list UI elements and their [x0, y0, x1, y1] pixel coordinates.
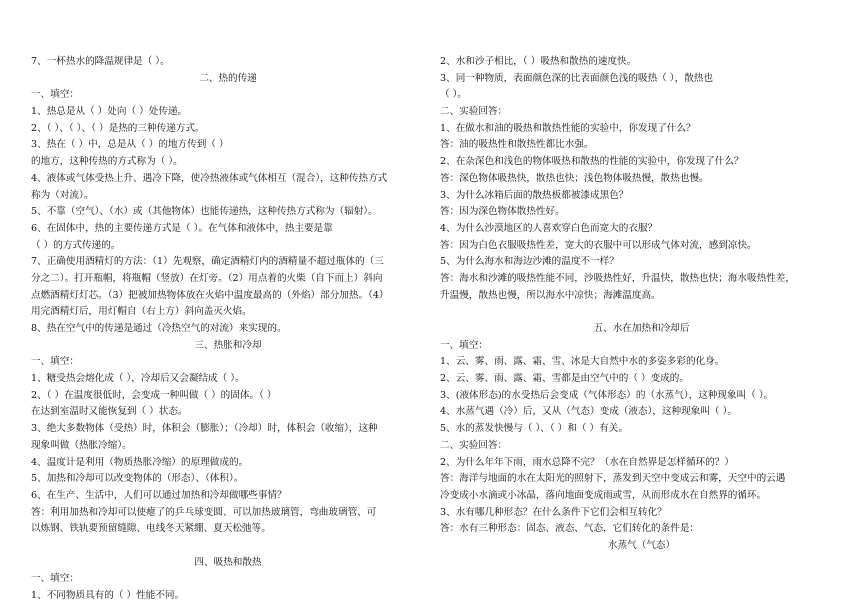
- section-heading: 二、热的传递: [199, 72, 257, 84]
- text-line: 一、填空：: [31, 573, 79, 585]
- text-line: 2、（ ）、（ ）、（ ）是热的三种传递方式。: [31, 122, 205, 134]
- blank-line: [440, 304, 843, 321]
- section-heading: 水蒸气（气态）: [607, 539, 676, 551]
- text-line: 3、热在（ ）中，总是从（ ）的地方传到（ ）: [31, 139, 229, 151]
- text-line: 1、糖受热会熔化成（ ），冷却后又会凝结成（ ）。: [31, 373, 245, 385]
- text-line: 一、填空：: [31, 356, 79, 368]
- text-line: 6、在生产、生活中，人们可以通过加热和冷却做哪些事情？: [31, 489, 287, 501]
- text-line: （ ）的方式传递的。: [31, 239, 121, 251]
- text-line: 答：水有三种形态：固态、液态、气态，它们转化的条件是：: [440, 523, 700, 535]
- text-line: 3、(液体形态)的水受热后会变成（气体形态）的（水蒸气），这种现象叫（ ）。: [440, 389, 774, 401]
- text-line: 5、加热和冷却可以改变物体的（形态）、（体积）。: [31, 473, 244, 485]
- text-line: 2、（ ）在温度很低时，会变成一种叫做（ ）的固体。（ ）: [31, 389, 277, 401]
- text-line: 2、在杂深色和浅色的物体吸热和散热的性能的实验中，你发现了什么？: [440, 156, 744, 168]
- text-line: 6、在固体中，热的主要传递方式是（ ）。在气体和液体中，热主要是靠: [31, 222, 333, 234]
- text-line: 1、不同物质具有的（ ）性能不同。: [31, 590, 185, 601]
- section-heading: 四、吸热和散热: [194, 556, 262, 568]
- text-line: 答：海水和沙滩的吸热性能不同，沙吸热性好，升温快，散热也快；海水吸热性差，: [440, 272, 795, 284]
- text-line: 4、液体或气体受热上升、遇冷下降，使冷热液体或气体相互（混合），这种传热方式: [31, 172, 388, 184]
- text-line: 3、同一种物质，表面颜色深的比表面颜色浅的吸热（ ），散热也: [440, 72, 713, 84]
- text-line: 答：油的吸热性和散热性都比水强。: [440, 139, 594, 151]
- text-line: 4、水蒸气遇（冷）后，又从（气态）变成（液态），这种现象叫（ ）。: [440, 406, 737, 418]
- text-line: 一、填空：: [440, 339, 488, 351]
- left-column: [31, 54, 425, 605]
- text-line: 一、填空：: [31, 89, 79, 101]
- text-line: 8、热在空气中的传递是通过（冷热空气的对流）来实现的。: [31, 323, 287, 334]
- text-line: 2、水和沙子相比，（ ）吸热和散热的速度快。: [440, 56, 637, 67]
- text-line: 4、为什么沙漠地区的人喜欢穿白色而宽大的衣服？: [440, 222, 658, 234]
- text-line: 分之二）。打开瓶帽，将瓶帽（竖放）在灯旁。（2）用点着的火柴（自下而上）斜向: [31, 272, 383, 284]
- text-line: 用完酒精灯后，用灯帽自（右上方）斜向盖灭火焰。: [31, 306, 252, 318]
- text-line: 答：深色物体吸热快，散热也快；浅色物体吸热慢，散热也慢。: [440, 172, 709, 184]
- text-line: 答：利用加热和冷却可以使瘪了的乒乓球变圆、可以加热玻璃管，弯曲玻璃管、可: [31, 506, 377, 518]
- text-line: 称为（对流）。: [31, 189, 94, 201]
- text-line: 二、实验回答：: [440, 106, 508, 118]
- blank-line: [31, 538, 425, 555]
- text-line: 的地方，这种传热的方式称为（ ）。: [31, 156, 183, 168]
- text-line: 5、水的蒸发快慢与（ ）、（ ）和（ ）有关。: [440, 423, 628, 435]
- text-line: 4、温度计是利用（物质热胀冷缩）的原理做成的。: [31, 456, 249, 468]
- text-line: 1、在做水和油的吸热和散热性能的实验中，你发现了什么？: [440, 122, 696, 134]
- section-heading: 五、水在加热和冷却后: [593, 323, 690, 334]
- text-line: （ ）。: [440, 89, 468, 101]
- text-line: 2、云、雾、雨、露、霜、雪都是由空气中的（ ）变成的。: [440, 373, 689, 385]
- text-line: 点燃酒精灯灯芯。（3）把被加热物体放在火焰中温度最高的（外焰）部分加热。（4）: [31, 289, 389, 301]
- section-heading: 三、热胀和冷却: [194, 339, 262, 351]
- text-line: 5、为什么海水和海边沙滩的温度不一样？: [440, 256, 619, 268]
- text-line: 以炼钢、铁轨要预留缝隙、电线冬天紧绷、夏天松弛等。: [31, 523, 271, 535]
- text-line: 答：因为白色衣服吸热性差，宽大的衣服中可以形成气体对流，感到凉快。: [440, 239, 757, 251]
- text-line: 冷变成小水滴或小冰晶，落向地面变成雨或雪，从而形成水在自然界的循环。: [440, 489, 767, 501]
- text-line: 7、正确使用酒精灯的方法：（1）先观察，确定酒精灯内的酒精量不超过瓶体的（三: [31, 256, 384, 268]
- text-line: 二、实验回答：: [440, 439, 508, 451]
- text-line: 1、热总是从（ ）处向（ ）处传递。: [31, 106, 188, 118]
- text-line: 答：因为深色物体散热性好。: [440, 206, 565, 218]
- text-line: 1、云、雾、雨、露、霜、雪、冰是大自然中水的多姿多彩的化身。: [440, 356, 725, 368]
- right-column: [440, 54, 843, 555]
- text-line: 2、为什么年年下雨，雨水总降不完？（水在自然界是怎样循环的？）: [440, 456, 734, 468]
- text-line: 3、为什么冰箱后面的散热板都被漆成黑色？: [440, 189, 629, 201]
- text-line: 7、一杯热水的降温规律是（ ）。: [31, 56, 170, 67]
- text-line: 3、绝大多数物体（受热）时，体积会（膨胀）；（冷却）时，体积会（收缩），这种: [31, 423, 378, 435]
- text-line: 3、水有哪几种形态？在什么条件下它们会相互转化？: [440, 506, 667, 518]
- text-line: 在达到室温时又能恢复到（ ）状态。: [31, 406, 188, 418]
- text-line: 现象叫做（热胀冷缩）。: [31, 439, 132, 451]
- text-line: 升温慢，散热也慢，所以海水中凉快；海滩温度高。: [440, 289, 661, 301]
- text-line: 答：海洋与地面的水在太阳光的照射下，蒸发到天空中变成云和雾，天空中的云遇: [440, 473, 786, 485]
- text-line: 5、不靠（空气）、（水）或（其他物体）也能传递热，这种传热方式称为（辐射）。: [31, 206, 378, 218]
